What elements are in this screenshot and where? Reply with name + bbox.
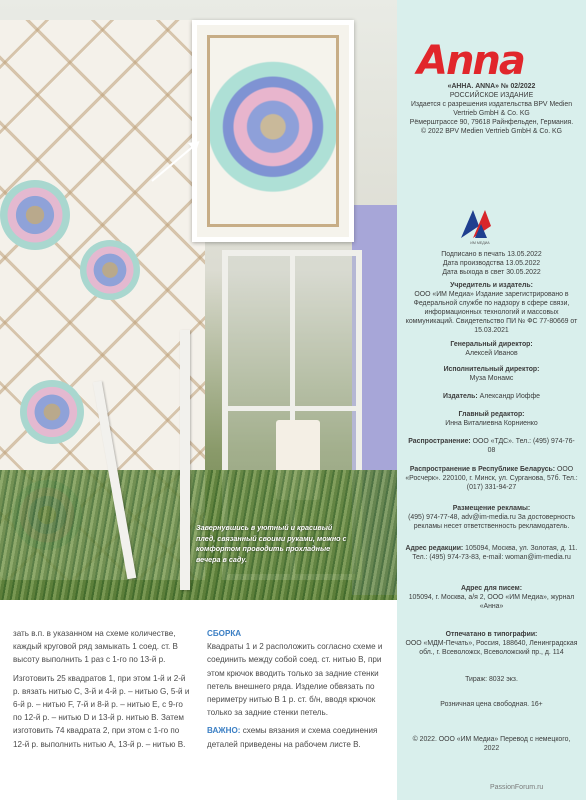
- editor-name: Инна Виталиевна Корниенко: [445, 420, 538, 428]
- gen-dir-title: Генеральный директор:: [450, 341, 533, 348]
- flower-motif: [0, 180, 70, 250]
- redaction-text: 105094, Москва, ул. Золотая, д. 11. Тел.: (495) 974-73-83, e-mail: woman@im-media.ru: [412, 545, 578, 562]
- ads-title: Размещение рекламы:: [452, 505, 531, 512]
- imprint-sidebar: [397, 0, 586, 800]
- magazine-line: «АННА. ANNA» № 02/2022: [447, 83, 536, 90]
- motif-closeup-inset: [192, 20, 354, 242]
- letters-text: 105094, г. Москва, а/я 2, ООО «ИМ Медиа», журнал «Анна»: [408, 594, 575, 611]
- editor-title: Главный редактор:: [458, 411, 525, 418]
- anna-logo: Anna: [417, 38, 524, 84]
- printed-text: ООО «МДМ-Печать», Россия, 188640, Ленинградская обл., г. Всеволожск, Всеволожский пр., д. 114: [405, 640, 578, 657]
- founder-title: Учредитель и издатель:: [450, 282, 533, 289]
- gen-dir-block: [405, 340, 578, 358]
- permission-text: Издается с разрешения издательства BPV Medien Vertrieb GmbH & Co. KG: [410, 101, 573, 118]
- watermark: PassionForum.ru: [490, 784, 544, 791]
- body-left-column: [13, 627, 191, 756]
- dates-block: [405, 250, 578, 277]
- edition-label: РОССИЙСКОЕ ИЗДАНИЕ: [449, 92, 534, 100]
- distribution-block: [405, 437, 578, 455]
- belarus-title: Распространение в Республике Беларусь:: [409, 466, 556, 473]
- circulation-line: Тираж: 8032 экз.: [465, 676, 518, 683]
- distribution-text: ООО «ТДС». Тел.: (495) 974-76-08: [472, 438, 575, 455]
- redaction-title: Адрес редакции:: [405, 545, 464, 552]
- belarus-text: ООО «Росчерк». 220100, г. Минск, ул. Сурганова, 57б. Тел.: (017) 331-94-27: [405, 466, 578, 492]
- publisher-logo-caption: ИМ МЕДИА: [470, 241, 490, 245]
- paragraph: зать в.п. в указанном на схеме количестве, каждый круговой ряд замыкать 1 соед. ст. В высоту выполнить 1 раз с 1-го по 13-й р.: [13, 629, 178, 665]
- copyright-text: © 2022 BPV Medien Vertrieb GmbH & Co. KG: [420, 128, 563, 136]
- printed-block: [405, 630, 578, 657]
- publisher-block: [405, 392, 578, 401]
- publisher-logo-icon: [461, 208, 497, 238]
- founder-text: ООО «ИМ Медиа» Издание зарегистрировано в Федеральной службе по надзору в сфере связи, информационных технологий и массовых коммуникаций. Свидетельство ПИ № ФС 77-80669 от 15.03.2021: [405, 291, 578, 335]
- belarus-block: [405, 465, 578, 492]
- ads-text: (495) 974-77-48, adv@im-media.ru За достоверность рекламы несет ответственность рекламодатель.: [408, 514, 575, 531]
- ads-block: [405, 504, 578, 531]
- founder-block: [405, 281, 578, 336]
- exec-dir-name: Муза Монамс: [469, 375, 514, 383]
- distribution-title: Распространение:: [408, 438, 471, 445]
- body-mid-column: [207, 627, 387, 756]
- printed-title: Отпечатано в типографии:: [445, 631, 538, 638]
- photo-caption: Завернувшись в уютный и красивый плед, связанный своими руками, можно с комфортом проводить прохладные вечера в саду.: [196, 523, 347, 564]
- important-note: [207, 724, 387, 750]
- assembly-text: Квадраты 1 и 2 расположить согласно схеме и соединить между собой соед. ст. нитью B, при этом крючок вводить только за задние стенки петель внешнего ряда. Изделие обвязать по периметру нитью B 1 р. ст. б/н, вводя крючок только за задние стенки петель.: [207, 642, 383, 718]
- paragraph: Изготовить 25 квадратов 1, при этом 1-й и 2-й р. вязать нитью C, 3-й и 4-й р. – нитью G, 5-й и 6-й р. – нитью F, 7-й и 8-й р. – нитью E, с 9-го по 12-й р. – нитью D и 13-й р. нитью B. Затем изготовить 74 квадрата 2, при этом с 1-го по 12-й р. выполнить нитью A, 13-й р. – нитью B.: [13, 673, 190, 749]
- important-label: ВАЖНО:: [207, 726, 241, 736]
- exec-dir-title: Исполнительный директор:: [443, 366, 540, 373]
- gen-dir-name: Алексей Иванов: [465, 350, 518, 358]
- letters-block: [405, 584, 578, 611]
- date-line: Подписано в печать 13.05.2022: [441, 251, 542, 258]
- letters-title: Адрес для писем:: [460, 585, 523, 592]
- publisher-name: Александр Иоффе: [479, 393, 540, 400]
- flower-motif: [20, 380, 84, 444]
- assembly-heading: СБОРКА: [207, 629, 242, 638]
- editor-block: [405, 410, 578, 428]
- chair-leg: [180, 330, 190, 590]
- redaction-block: [405, 544, 578, 562]
- publisher-title: Издатель:: [443, 393, 478, 400]
- flower-motif: [80, 240, 140, 300]
- imprint-header: [405, 82, 578, 137]
- footer-copyright: © 2022. ООО «ИМ Медиа» Перевод с немецкого, 2022: [412, 736, 571, 753]
- date-line: Дата выхода в свет 30.05.2022: [442, 269, 541, 277]
- exec-dir-block: [405, 365, 578, 383]
- price-line: Розничная цена свободная. 16+: [440, 701, 543, 708]
- address-text: Рёмерштрассе 90, 79618 Райнфельден, Германия.: [409, 119, 574, 127]
- date-line: Дата производства 13.05.2022: [442, 260, 541, 268]
- important-text: схемы вязания и схема соединения деталей приведены на рабочем листе B.: [207, 726, 378, 749]
